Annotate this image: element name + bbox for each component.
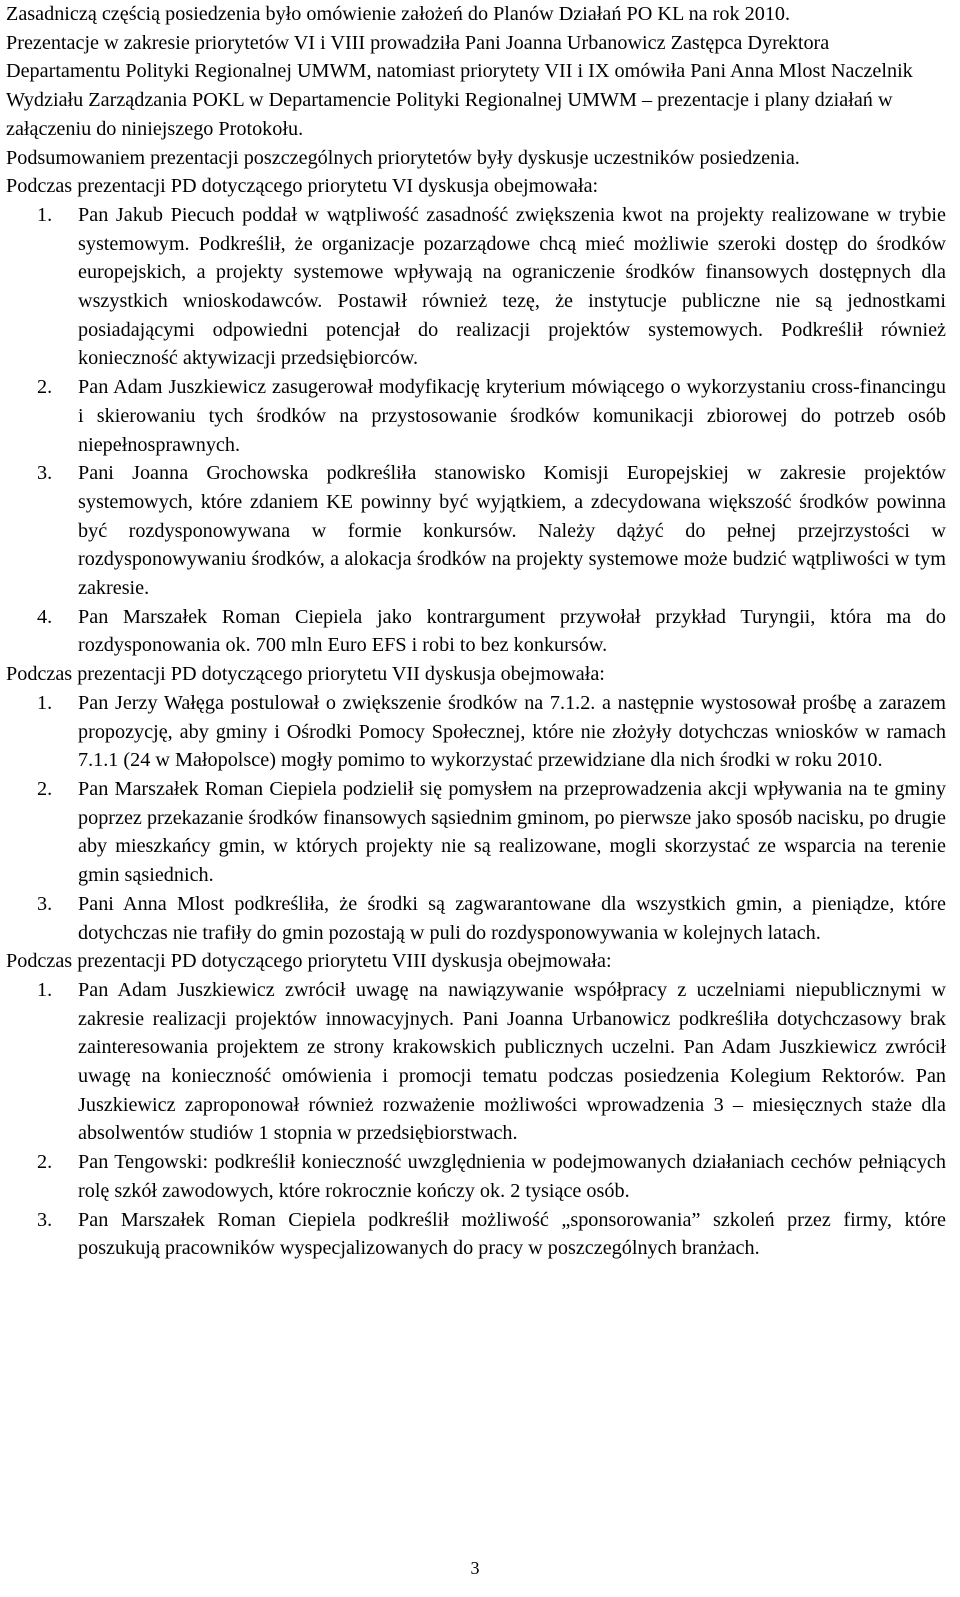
list-item-text: Pan Tengowski: podkreślił konieczność uwzględnienia w podejmowanych działaniach cechów pełniących rolę szkół zawodowych, które rokrocznie kończy ok. 2 tysiące osób. — [78, 1151, 946, 1202]
discussion-list-priority-vi — [6, 201, 946, 660]
list-item — [6, 1206, 946, 1263]
list-item-number: 1. — [37, 978, 53, 1001]
list-item-number: 1. — [37, 691, 53, 714]
section-heading-priority-vii: Podczas prezentacji PD dotyczącego priorytetu VII dyskusja obejmowała: — [6, 663, 605, 686]
list-item — [6, 1148, 946, 1205]
list-item — [6, 775, 946, 890]
intro-paragraph-3: Podsumowaniem prezentacji poszczególnych priorytetów były dyskusje uczestników posiedzenia. — [6, 146, 800, 169]
list-item-number: 2. — [37, 1151, 53, 1174]
intro-paragraph-2: Prezentacje w zakresie priorytetów VI i VIII prowadziła Pani Joanna Urbanowicz Zastępca Dyrektora Departamentu Polityki Regionalnej UMWM, natomiast priorytety VII i IX omówiła Pani Anna Mlost Naczelnik Wydziału Zarządzania POKL w Departamencie Polityki Regionalnej UMWM – prezentacje i plany działań w załączeniu do niniejszego Protokołu. — [6, 31, 913, 140]
list-item-text: Pan Jakub Piecuch poddał w wątpliwość zasadność zwiększenia kwot na projekty realizowane w trybie systemowym. Podkreślił, że organizacje pozarządowe chcą mieć możliwie szeroki dostęp do środków europejskich, a projekty systemowe wpływają na ograniczenie środków finansowych dostępnych dla wszystkich wnioskodawców. Postawił również tezę, że instytucje publiczne nie są jednostkami posiadającymi odpowiedni potencjał do realizacji projektów systemowych. Podkreślił również konieczność aktywizacji przedsiębiorców. — [78, 203, 946, 370]
list-item — [6, 201, 946, 373]
list-item-text: Pani Joanna Grochowska podkreśliła stanowisko Komisji Europejskiej w zakresie projektów systemowych, które zdaniem KE powinny być wyjątkiem, a zdecydowana większość środków powinna być rozdysponowywana w formie konkursów. Należy dążyć do pełnej przejrzystości w rozdysponowywaniu środków, a alokacja środków na projekty systemowe może budzić wątpliwości w tym zakresie. — [78, 462, 946, 600]
list-item — [6, 603, 946, 660]
list-item-text: Pan Adam Juszkiewicz zwrócił uwagę na nawiązywanie współpracy z uczelniami niepublicznymi w zakresie realizacji projektów innowacyjnych. Pani Joanna Urbanowicz podkreśliła dotychczasowy brak zainteresowania projektem ze strony krakowskich publicznych uczelni. Pan Adam Juszkiewicz zwrócił uwagę na konieczność omówienia i promocji tematu podczas posiedzenia Kolegium Rektorów. Pan Juszkiewicz zaproponował również rozważenie możliwości wprowadzenia 3 – miesięcznych staże dla absolwentów studiów 1 stopnia w przedsiębiorstwach. — [78, 978, 946, 1145]
discussion-list-priority-viii — [6, 976, 946, 1263]
list-item-number: 3. — [37, 892, 53, 915]
list-item — [6, 373, 946, 459]
list-item — [6, 976, 946, 1148]
list-item — [6, 689, 946, 775]
document-page — [6, 0, 946, 1263]
list-item-text: Pan Jerzy Wałęga postulował o zwiększenie środków na 7.1.2. a następnie wystosował prośbę a zarazem propozycję, aby gminy i Ośrodki Pomocy Społecznej, które nie złożyły dotychczas wniosków w ramach 7.1.1 (24 w Małopolsce) mogły pomimo to wykorzystać przewidziane dla nich środki w roku 2010. — [78, 691, 946, 772]
list-item-text: Pan Marszałek Roman Ciepiela podzielił się pomysłem na przeprowadzenia akcji wpływania na te gminy poprzez przekazanie środków finansowych sąsiednim gminom, po pierwsze jako sposób nacisku, po drugie aby mieszkańcy gmin, w których projekty nie są realizowane, mogli skorzystać ze wsparcia na terenie gmin sąsiednich. — [78, 777, 946, 887]
list-item-text: Pan Marszałek Roman Ciepiela jako kontrargument przywołał przykład Turyngii, która ma do rozdysponowania ok. 700 mln Euro EFS i robi to bez konkursów. — [78, 605, 946, 657]
list-item-text: Pan Marszałek Roman Ciepiela podkreślił możliwość „sponsorowania” szkoleń przez firmy, które poszukują pracowników wyspecjalizowanych do pracy w poszczególnych branżach. — [78, 1208, 946, 1260]
list-item — [6, 890, 946, 947]
section-heading-priority-viii: Podczas prezentacji PD dotyczącego priorytetu VIII dyskusja obejmowała: — [6, 950, 612, 973]
section-heading-priority-vi: Podczas prezentacji PD dotyczącego priorytetu VI dyskusja obejmowała: — [6, 175, 599, 198]
list-item-text: Pani Anna Mlost podkreśliła, że środki są zagwarantowane dla wszystkich gmin, a pieniądze, które dotychczas nie trafiły do gmin pozostają w puli do rozdysponowywania w kolejnych latach. — [78, 892, 946, 944]
list-item — [6, 459, 946, 603]
list-item-number: 4. — [37, 605, 53, 628]
list-item-number: 1. — [37, 203, 53, 226]
list-item-number: 2. — [37, 777, 53, 800]
list-item-text: Pan Adam Juszkiewicz zasugerował modyfikację kryterium mówiącego o wykorzystaniu cross-financingu i skierowaniu tych środków na przystosowanie środków komunikacji zbiorowej do potrzeb osób niepełnosprawnych. — [78, 376, 946, 456]
list-item-number: 3. — [37, 462, 53, 485]
page-number: 3 — [470, 1558, 480, 1578]
intro-paragraph-1: Zasadniczą częścią posiedzenia było omówienie założeń do Planów Działań PO KL na rok 2010. — [6, 3, 791, 25]
discussion-list-priority-vii — [6, 689, 946, 947]
list-item-number: 3. — [37, 1208, 53, 1231]
list-item-number: 2. — [37, 376, 53, 399]
